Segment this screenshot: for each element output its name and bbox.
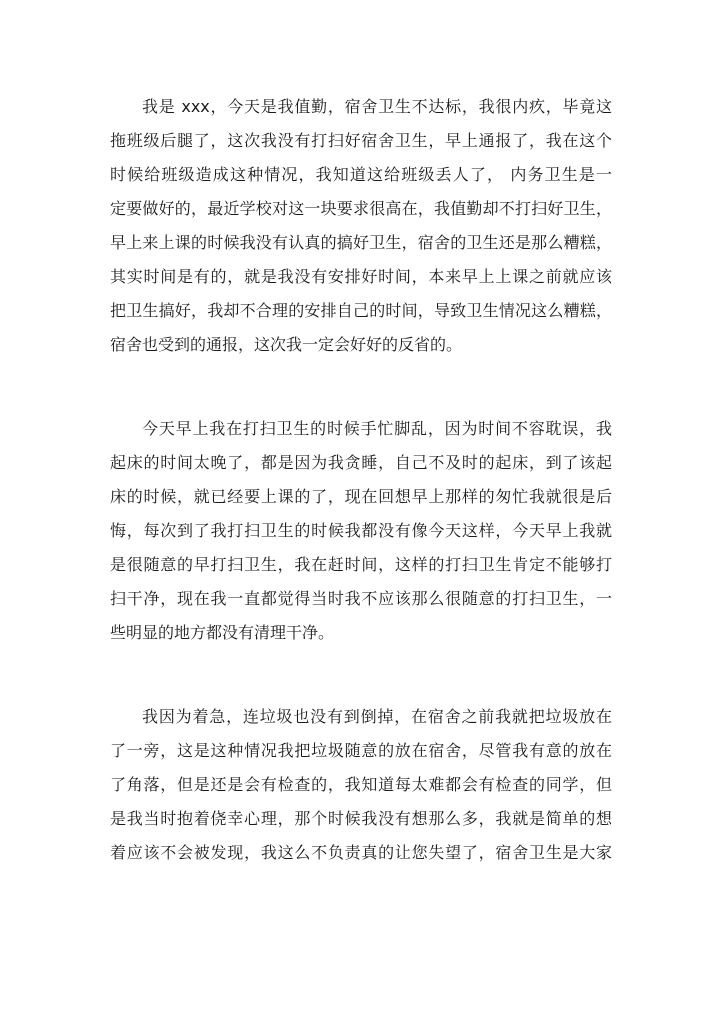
text-line: 着应该不会被发现，我这么不负责真的让您失望了，宿舍卫生是大家 (110, 843, 612, 862)
text-line: 把卫生搞好，我却不合理的安排自己的时间，导致卫生情况这么糟糕， (110, 301, 612, 320)
text-line: 床的时候，就已经要上课的了，现在回想早上那样的匆忙我就很是后 (110, 487, 612, 506)
text-line: 了一旁，这是这种情况我把垃圾随意的放在宿舍，尽管我有意的放在 (110, 741, 612, 760)
text-line: 早上来上课的时候我没有认真的搞好卫生，宿舍的卫生还是那么糟糕， (110, 233, 612, 252)
document-body (110, 90, 612, 920)
text-line: 我是 xxx，今天是我值勤，宿舍卫生不达标，我很内疚，毕竟这 (142, 97, 612, 116)
paragraph-2 (110, 412, 612, 650)
text-line: 宿舍也受到的通报，这次我一定会好好的反省的。 (110, 335, 463, 354)
text-line: 扫干净，现在我一直都觉得当时我不应该那么很随意的打扫卫生，一 (110, 589, 612, 608)
text-line: 起床的时间太晚了，都是因为我贪睡，自己不及时的起床，到了该起 (110, 453, 612, 472)
text-line: 了角落，但是还是会有检查的，我知道每太难都会有检查的同学，但 (110, 775, 612, 794)
text-line: 些明显的地方都没有清理干净。 (110, 623, 335, 642)
text-line: 拖班级后腿了，这次我没有打扫好宿舍卫生，早上通报了，我在这个 (110, 131, 612, 150)
text-line: 我因为着急，连垃圾也没有到倒掉，在宿舍之前我就把垃圾放在 (142, 707, 612, 726)
text-line: 定要做好的，最近学校对这一块要求很高在，我值勤却不打扫好卫生， (110, 199, 612, 218)
text-line: 悔，每次到了我打扫卫生的时候我都没有像今天这样，今天早上我就 (110, 521, 612, 540)
text-line: 今天早上我在打扫卫生的时候手忙脚乱，因为时间不容耽误，我 (142, 419, 612, 438)
text-line: 是很随意的早打扫卫生，我在赶时间，这样的打扫卫生肯定不能够打 (110, 555, 612, 574)
text-line: 其实时间是有的，就是我没有安排好时间，本来早上上课之前就应该 (110, 267, 612, 286)
paragraph-1 (110, 90, 612, 362)
text-line: 是我当时抱着侥幸心理，那个时候我没有想那么多，我就是简单的想 (110, 809, 612, 828)
text-line: 时候给班级造成这种情况，我知道这给班级丢人了， 内务卫生是一 (110, 165, 612, 184)
paragraph-3 (110, 700, 612, 870)
